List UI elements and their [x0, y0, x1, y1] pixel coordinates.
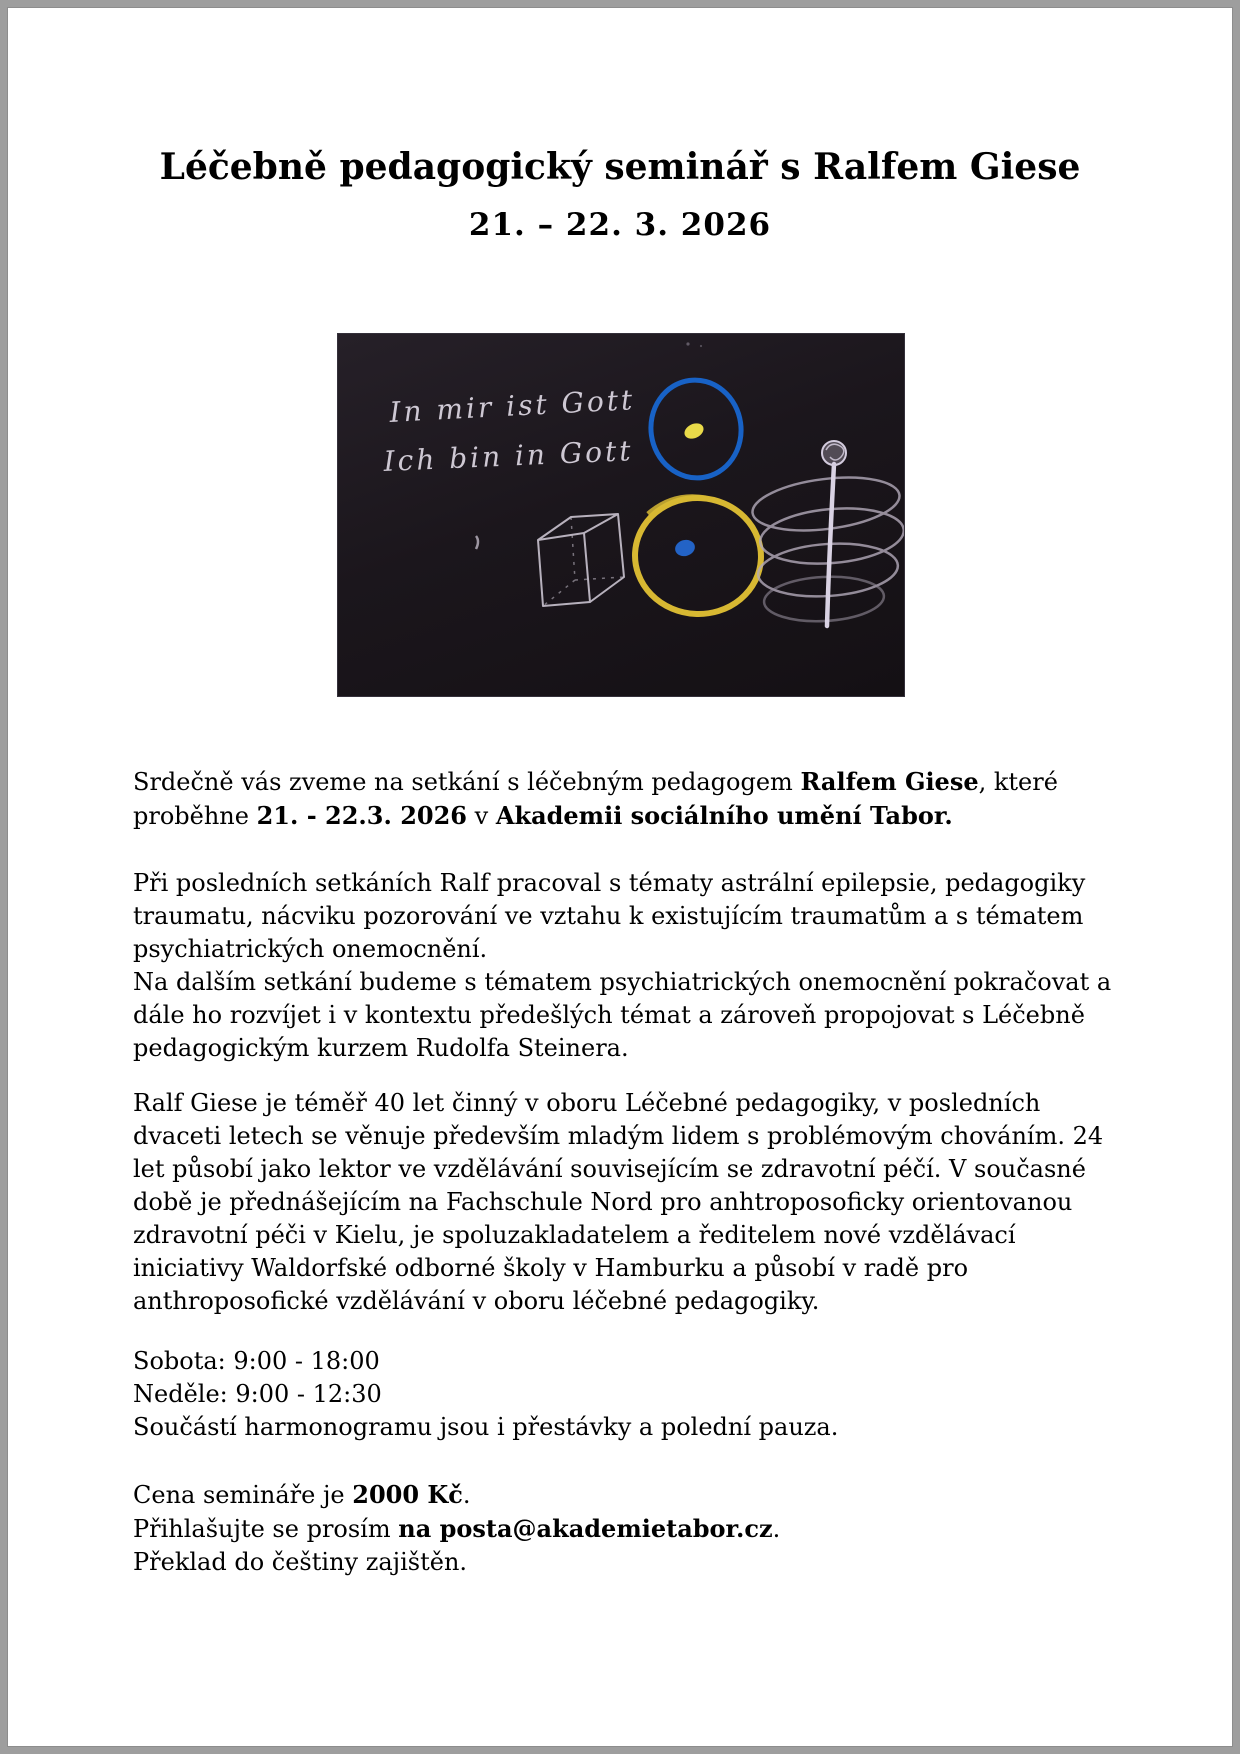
chalk-speck [700, 345, 702, 347]
translation-line: Překlad do češtiny zajištěn. [133, 1548, 468, 1576]
stick-drawing [827, 464, 834, 626]
bio-text: Ralf Giese je téměř 40 let činný v oboru Léčebné pedagogiky, v posledních dvaceti letech se věnuje především mladým lidem s problémovým chováním. 24 let působí jako lektor ve vzdělávání souvisejícím se zdravotní péčí. V současné době je přednášejícím na Fachschule Nord pro anhtroposoficky orientovanou zdravotní péči v Kielu, je spoluzakladatelem a ředitelem nové vzdělávací iniciativy Waldorfské odborné školy v Hamburku a působí v radě pro anthroposofické vzdělávání v oboru léčebné pedagogiky. [133, 1089, 1104, 1315]
blackboard-drawing [338, 334, 904, 696]
chalk-mark [476, 536, 478, 549]
price-prefix: Cena semináře je [133, 1481, 353, 1509]
blue-dot-drawing [673, 538, 696, 559]
price-suffix: . [462, 1481, 471, 1509]
topics-paragraph [133, 867, 1133, 1065]
chalk-handwriting-line1: In mir ist Gott [388, 383, 637, 429]
schedule-saturday: Sobota: 9:00 - 18:00 [133, 1347, 380, 1375]
intro-venue: Akademii sociálního umění Tabor. [495, 801, 953, 830]
topics-part-2: Na dalším setkání budeme s tématem psychiatrických onemocnění pokračovat a dále ho rozvíjet i v kontextu předešlých témat a zároveň propojovat s Léčebně pedagogickým kurzem Rudolfa Steinera. [133, 968, 1112, 1062]
price-line [133, 1478, 1133, 1512]
schedule-note: Součástí harmonogramu jsou i přestávky a polední pauza. [133, 1413, 839, 1441]
bulb-drawing [822, 441, 846, 465]
schedule-sunday: Neděle: 9:00 - 12:30 [133, 1380, 382, 1408]
topics-part-1: Při posledních setkáních Ralf pracoval s tématy astrální epilepsie, pedagogiky traumatu, nácviku pozorování ve vztahu k existujícím traumatům a s tématem psychiatrických onemocnění. [133, 869, 1086, 963]
intro-text-2: , které proběhne [133, 768, 1058, 830]
signup-suffix: . [772, 1515, 781, 1543]
chalk-handwriting-line2: Ich bin in Gott [382, 434, 635, 478]
blackboard-photo [337, 333, 905, 697]
pricing-block [133, 1478, 1133, 1579]
intro-text-3: v [467, 802, 496, 830]
price-value: 2000 Kč [352, 1480, 463, 1509]
schedule-block [133, 1345, 1133, 1444]
signup-prefix: Přihlašujte se prosím [133, 1515, 399, 1543]
bio-paragraph [133, 1087, 1133, 1318]
seminar-title: Léčebně pedagogický seminář s Ralfem Giese [159, 146, 1081, 188]
email-address: na posta@akademietabor.cz [398, 1514, 773, 1543]
signup-line [133, 1512, 1133, 1546]
yellow-dot-drawing [682, 420, 706, 441]
intro-lecturer-name: Ralfem Giese [800, 767, 979, 796]
chalk-speck [686, 342, 689, 345]
intro-text-1: Srdečně vás zveme na setkání s léčebným pedagogem [133, 768, 801, 796]
intro-paragraph [133, 765, 1133, 833]
seminar-date: 21. – 22. 3. 2026 [468, 207, 772, 243]
intro-event-date: 21. - 22.3. 2026 [256, 801, 467, 830]
cube-drawing [538, 514, 624, 606]
